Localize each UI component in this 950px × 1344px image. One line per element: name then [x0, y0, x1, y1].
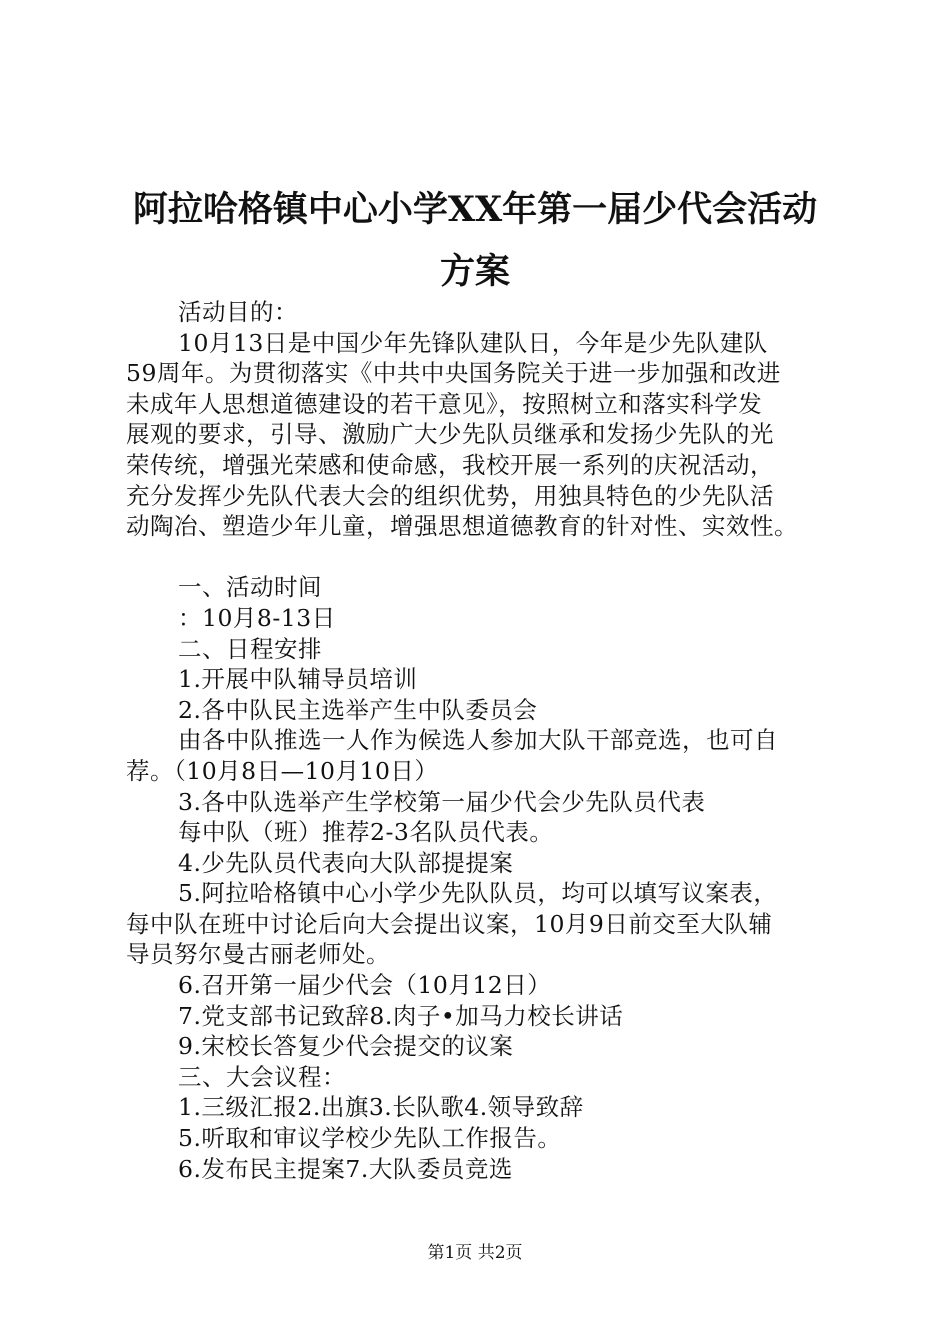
- body-line: 每中队在班中讨论后向大会提出议案，10月9日前交至大队辅: [126, 909, 773, 938]
- body-line: 每中队（班）推荐2-3名队员代表。: [178, 818, 554, 847]
- body-line: ：10月8-13日: [178, 603, 336, 632]
- body-line: 充分发挥少先队代表大会的组织优势，用独具特色的少先队活: [126, 481, 774, 510]
- body-line: 未成年人思想道德建设的若干意见》，按照树立和落实科学发: [126, 389, 763, 418]
- document-body: [126, 297, 846, 1184]
- body-line: 10月13日是中国少年先锋队建队日，今年是少先队建队: [178, 328, 768, 357]
- page-footer: 第1页 共2页: [427, 1243, 523, 1263]
- body-line: 2.各中队民主选举产生中队委员会: [178, 695, 538, 724]
- body-line: 三、大会议程：: [178, 1062, 346, 1091]
- body-line: 活动目的：: [178, 298, 298, 326]
- body-line: [126, 542, 846, 573]
- body-line: 动陶冶、塑造少年儿童，增强思想道德教育的针对性、实效性。: [126, 512, 798, 541]
- body-line: 由各中队推选一人作为候选人参加大队干部竞选，也可自: [178, 726, 778, 755]
- body-line: 9.宋校长答复少代会提交的议案: [178, 1032, 514, 1061]
- body-line: 4.少先队员代表向大队部提提案: [178, 848, 514, 877]
- body-line: 1.开展中队辅导员培训: [178, 665, 418, 694]
- body-line: 导员努尔曼古丽老师处。: [126, 940, 390, 969]
- body-line: 一、活动时间: [178, 573, 322, 602]
- body-line: 展观的要求，引导、激励广大少先队员继承和发扬少先队的光: [126, 420, 774, 449]
- body-line: 二、日程安排: [178, 634, 322, 663]
- document-title-line-1: 阿拉哈格镇中心小学XX年第一届少代会活动: [132, 189, 818, 230]
- body-line: 1.三级汇报2.出旗3.长队歌4.领导致辞: [178, 1093, 584, 1122]
- document-title-line-2: 方案: [439, 251, 510, 292]
- body-line: 5.阿拉哈格镇中心小学少先队队员，均可以填写议案表，: [178, 879, 778, 908]
- body-line: 3.各中队选举产生学校第一届少代会少先队员代表: [178, 787, 706, 816]
- body-line: 5.听取和审议学校少先队工作报告。: [178, 1124, 562, 1153]
- body-line: 6.召开第一届少代会（10月12日）: [178, 971, 552, 1000]
- body-line: 荣传统，增强光荣感和使命感，我校开展一系列的庆祝活动，: [126, 450, 774, 479]
- body-line: 7.党支部书记致辞8.肉子•加马力校长讲话: [178, 1001, 624, 1030]
- body-line: 59周年。为贯彻落实《中共中央国务院关于进一步加强和改进: [126, 359, 781, 388]
- body-line: 荐。（10月8日—10月10日）: [126, 756, 439, 785]
- body-line: 6.发布民主提案7.大队委员竞选: [178, 1154, 513, 1183]
